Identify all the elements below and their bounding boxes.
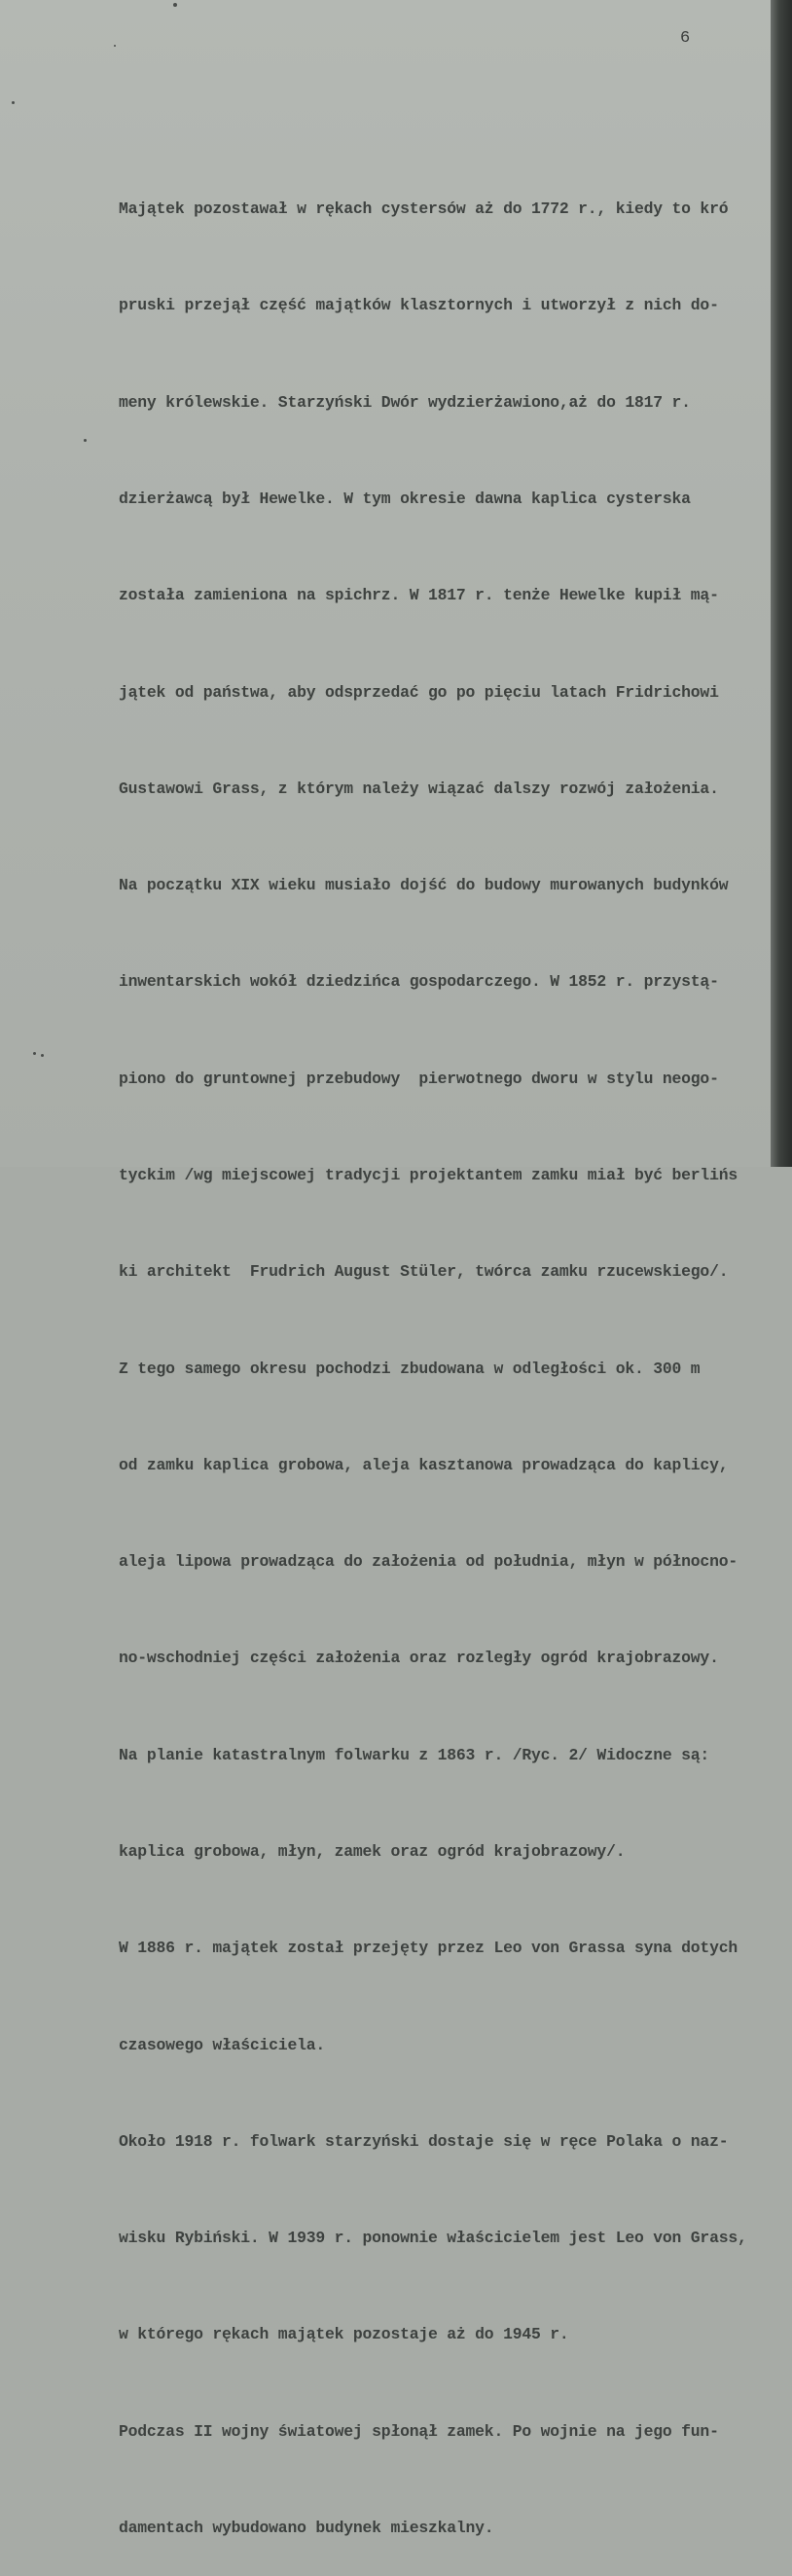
text-line: W 1886 r. majątek został przejęty przez Leo von Grassa syna dotych (119, 1939, 738, 1958)
text-line: czasowego właściciela. (119, 2035, 325, 2054)
text-line: jątek od państwa, aby odsprzedać go po pięciu latach Fridrichowi (119, 682, 719, 702)
text-line: inwentarskich wokół dziedzińca gospodarczego. W 1852 r. przystą- (119, 972, 719, 992)
text-line: Majątek pozostawał w rękach cystersów aż do 1772 r., kiedy to kró (119, 200, 729, 219)
paper-speck (84, 439, 87, 442)
text-line: no-wschodniej części założenia oraz rozległy ogród krajobrazowy. (119, 1649, 719, 1668)
text-line: dzierżawcą był Hewelke. W tym okresie dawna kaplica cysterska (119, 490, 691, 509)
text-line: Około 1918 r. folwark starzyński dostaje się w ręce Polaka o naz- (119, 2131, 729, 2151)
text-line: piono do gruntownej przebudowy pierwotnego dworu w stylu neogo- (119, 1069, 719, 1088)
paper-speck (173, 3, 177, 7)
text-line: Na początku XIX wieku musiało dojść do budowy murowanych budynków (119, 876, 729, 895)
text-line: damentach wybudowano budynek mieszkalny. (119, 2518, 494, 2537)
text-line: pruski przejął część majątków klasztornych i utworzył z nich do- (119, 296, 719, 315)
page-edge-shadow (771, 0, 792, 1167)
paper-speck (114, 45, 116, 47)
text-line: Podczas II wojny światowej spłonął zamek. Po wojnie na jego fun- (119, 2421, 719, 2441)
body-text (119, 128, 771, 2576)
text-line: od zamku kaplica grobowa, aleja kasztanowa prowadząca do kaplicy, (119, 1455, 729, 1474)
text-line: meny królewskie. Starzyński Dwór wydzierżawiono,aż do 1817 r. (119, 392, 691, 412)
text-line: Z tego samego okresu pochodzi zbudowana w odległości ok. 300 m (119, 1359, 701, 1378)
paper-speck (41, 1054, 44, 1057)
text-line: kaplica grobowa, młyn, zamek oraz ogród krajobrazowy/. (119, 1841, 626, 1861)
text-line: wisku Rybiński. W 1939 r. ponownie właścicielem jest Leo von Grass, (119, 2229, 747, 2248)
text-line: została zamieniona na spichrz. W 1817 r. tenże Hewelke kupił mą- (119, 586, 719, 605)
text-line: tyckim /wg miejscowej tradycji projektantem zamku miał być berlińs (119, 1166, 738, 1184)
text-line: aleja lipowa prowadząca do założenia od południa, młyn w północno- (119, 1552, 738, 1572)
paper-speck (33, 1052, 36, 1055)
text-line: Gustawowi Grass, z którym należy wiązać dalszy rozwój założenia. (119, 779, 719, 798)
page-number: 6 (680, 29, 691, 48)
paper-speck (12, 101, 15, 104)
text-line: Na planie katastralnym folwarku z 1863 r. /Ryc. 2/ Widoczne są: (119, 1745, 710, 1764)
text-line: w którego rękach majątek pozostaje aż do 1945 r. (119, 2325, 569, 2344)
text-line: ki architekt Frudrich August Stüler, twórca zamku rzucewskiego/. (119, 1262, 729, 1282)
